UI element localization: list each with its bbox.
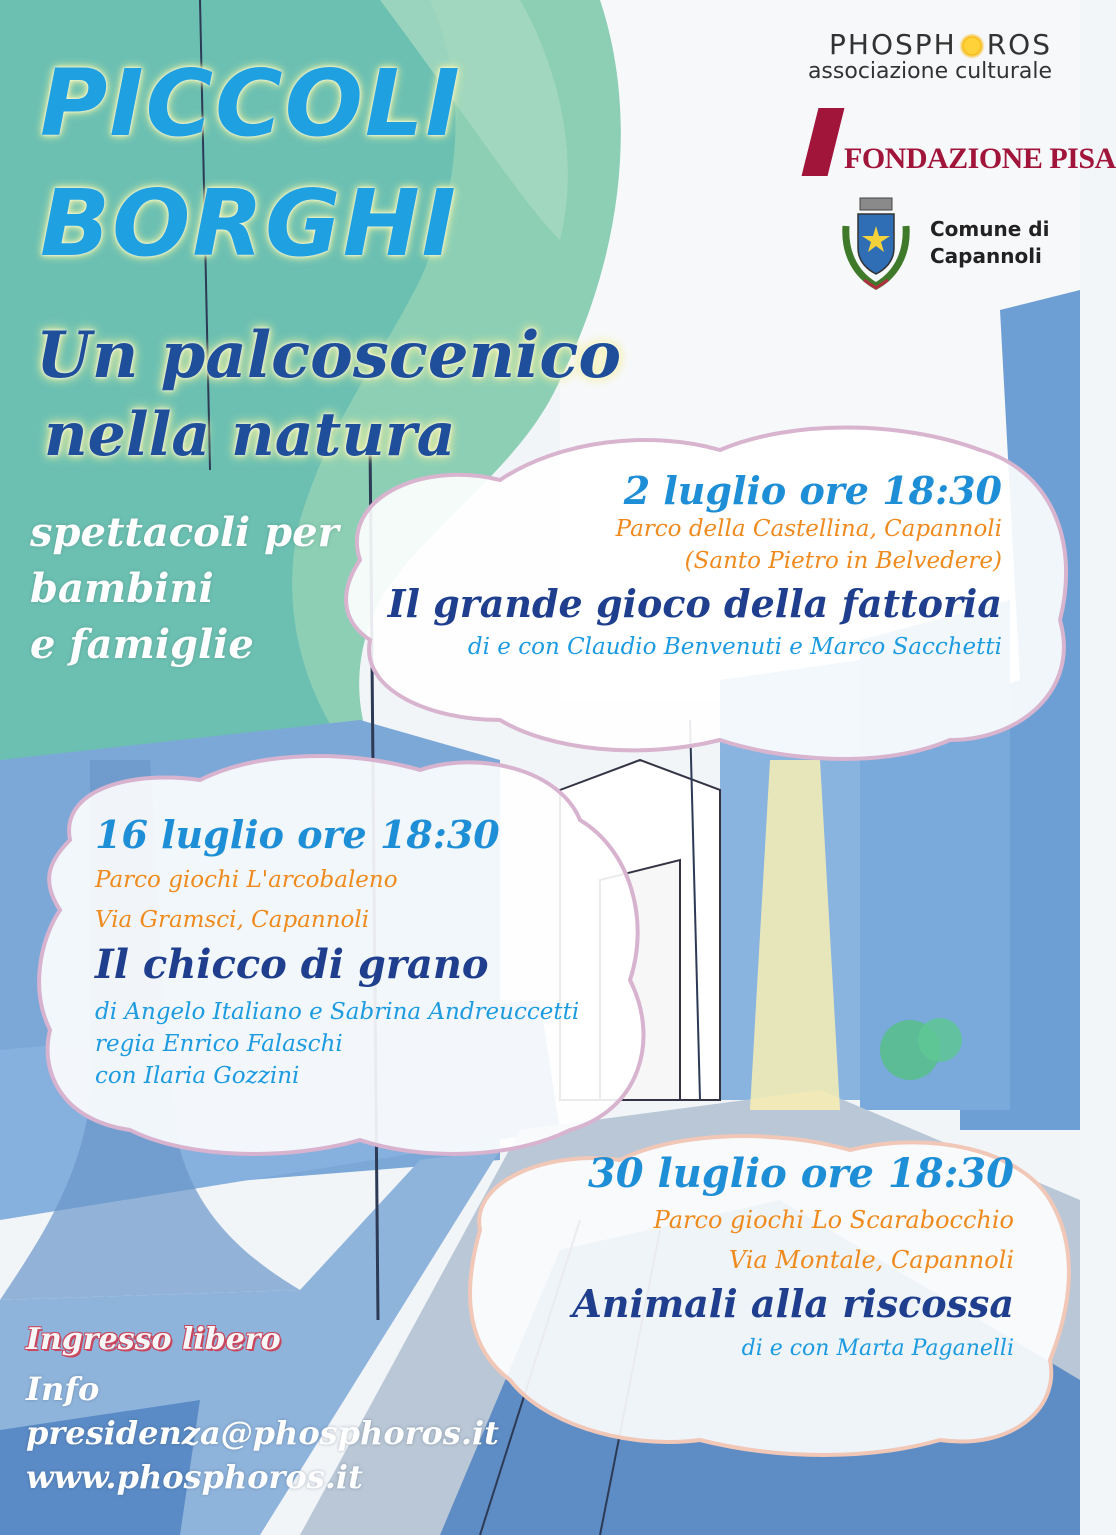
- event-2-show-title: Il chicco di grano: [95, 941, 489, 988]
- event-2-credit-line-3: con Ilaria Gozzini: [95, 1063, 300, 1089]
- event-1-date: 2 luglio ore 18:30: [623, 468, 1002, 513]
- tagline: [30, 505, 339, 673]
- event-2: [95, 812, 579, 1092]
- event-3: [572, 1150, 1014, 1361]
- comune-line-1: Comune di: [930, 217, 1050, 241]
- event-3-place-line-1: Parco giochi Lo Scarabocchio: [653, 1206, 1014, 1234]
- event-2-credit-line-1: di Angelo Italiano e Sabrina Andreuccetti: [95, 999, 580, 1025]
- email-link[interactable]: presidenza@phosphoros.it: [26, 1414, 499, 1452]
- tagline-line-2: bambini: [30, 565, 214, 612]
- event-1-place-line-1: Parco della Castellina, Capannoli: [615, 516, 1002, 542]
- event-2-credit-line-2: regia Enrico Falaschi: [95, 1031, 343, 1057]
- tagline-line-3: e famiglie: [30, 621, 254, 668]
- event-1-show-title: Il grande gioco della fattoria: [387, 581, 1002, 626]
- event-3-show-title: Animali alla riscossa: [572, 1281, 1014, 1326]
- event-2-date: 16 luglio ore 18:30: [95, 812, 500, 857]
- info-label: Info: [26, 1370, 100, 1408]
- fondazione-pisa-text: FONDAZIONE PISA: [844, 142, 1116, 175]
- phosphoros-name-right: ROS: [986, 28, 1052, 61]
- event-1-place-line-2: (Santo Pietro in Belvedere): [684, 548, 1002, 574]
- sun-icon: [959, 33, 985, 59]
- subtitle-line-1: Un palcoscenico: [36, 318, 622, 393]
- event-1-credit: di e con Claudio Benvenuti e Marco Sacchetti: [467, 634, 1002, 660]
- phosphoros-logo: [808, 28, 1052, 84]
- phosphoros-desc: associazione culturale: [807, 59, 1052, 84]
- comune-text: [930, 216, 1049, 270]
- title-line-2: BORGHI: [40, 170, 458, 277]
- website-link[interactable]: www.phosphoros.it: [26, 1458, 363, 1496]
- event-1: [388, 468, 1002, 660]
- event-2-place-line-1: Parco giochi L'arcobaleno: [95, 867, 398, 893]
- footer: [26, 1322, 499, 1499]
- event-3-date: 30 luglio ore 18:30: [587, 1150, 1014, 1197]
- comune-line-2: Capannoli: [930, 244, 1042, 268]
- tagline-line-1: spettacoli per: [30, 509, 339, 556]
- phosphoros-name: [808, 28, 1052, 61]
- event-3-place-line-2: Via Montale, Capannoli: [728, 1246, 1014, 1274]
- title-line-1: PICCOLI: [40, 50, 462, 157]
- subtitle-line-2: nella natura: [44, 400, 456, 470]
- crest-icon: [838, 196, 914, 292]
- free-entry-label: Ingresso libero: [26, 1322, 281, 1357]
- event-2-place-line-2: Via Gramsci, Capannoli: [95, 907, 370, 933]
- event-3-credit: di e con Marta Paganelli: [741, 1336, 1014, 1361]
- phosphoros-name-left: PHOSPH: [829, 28, 957, 61]
